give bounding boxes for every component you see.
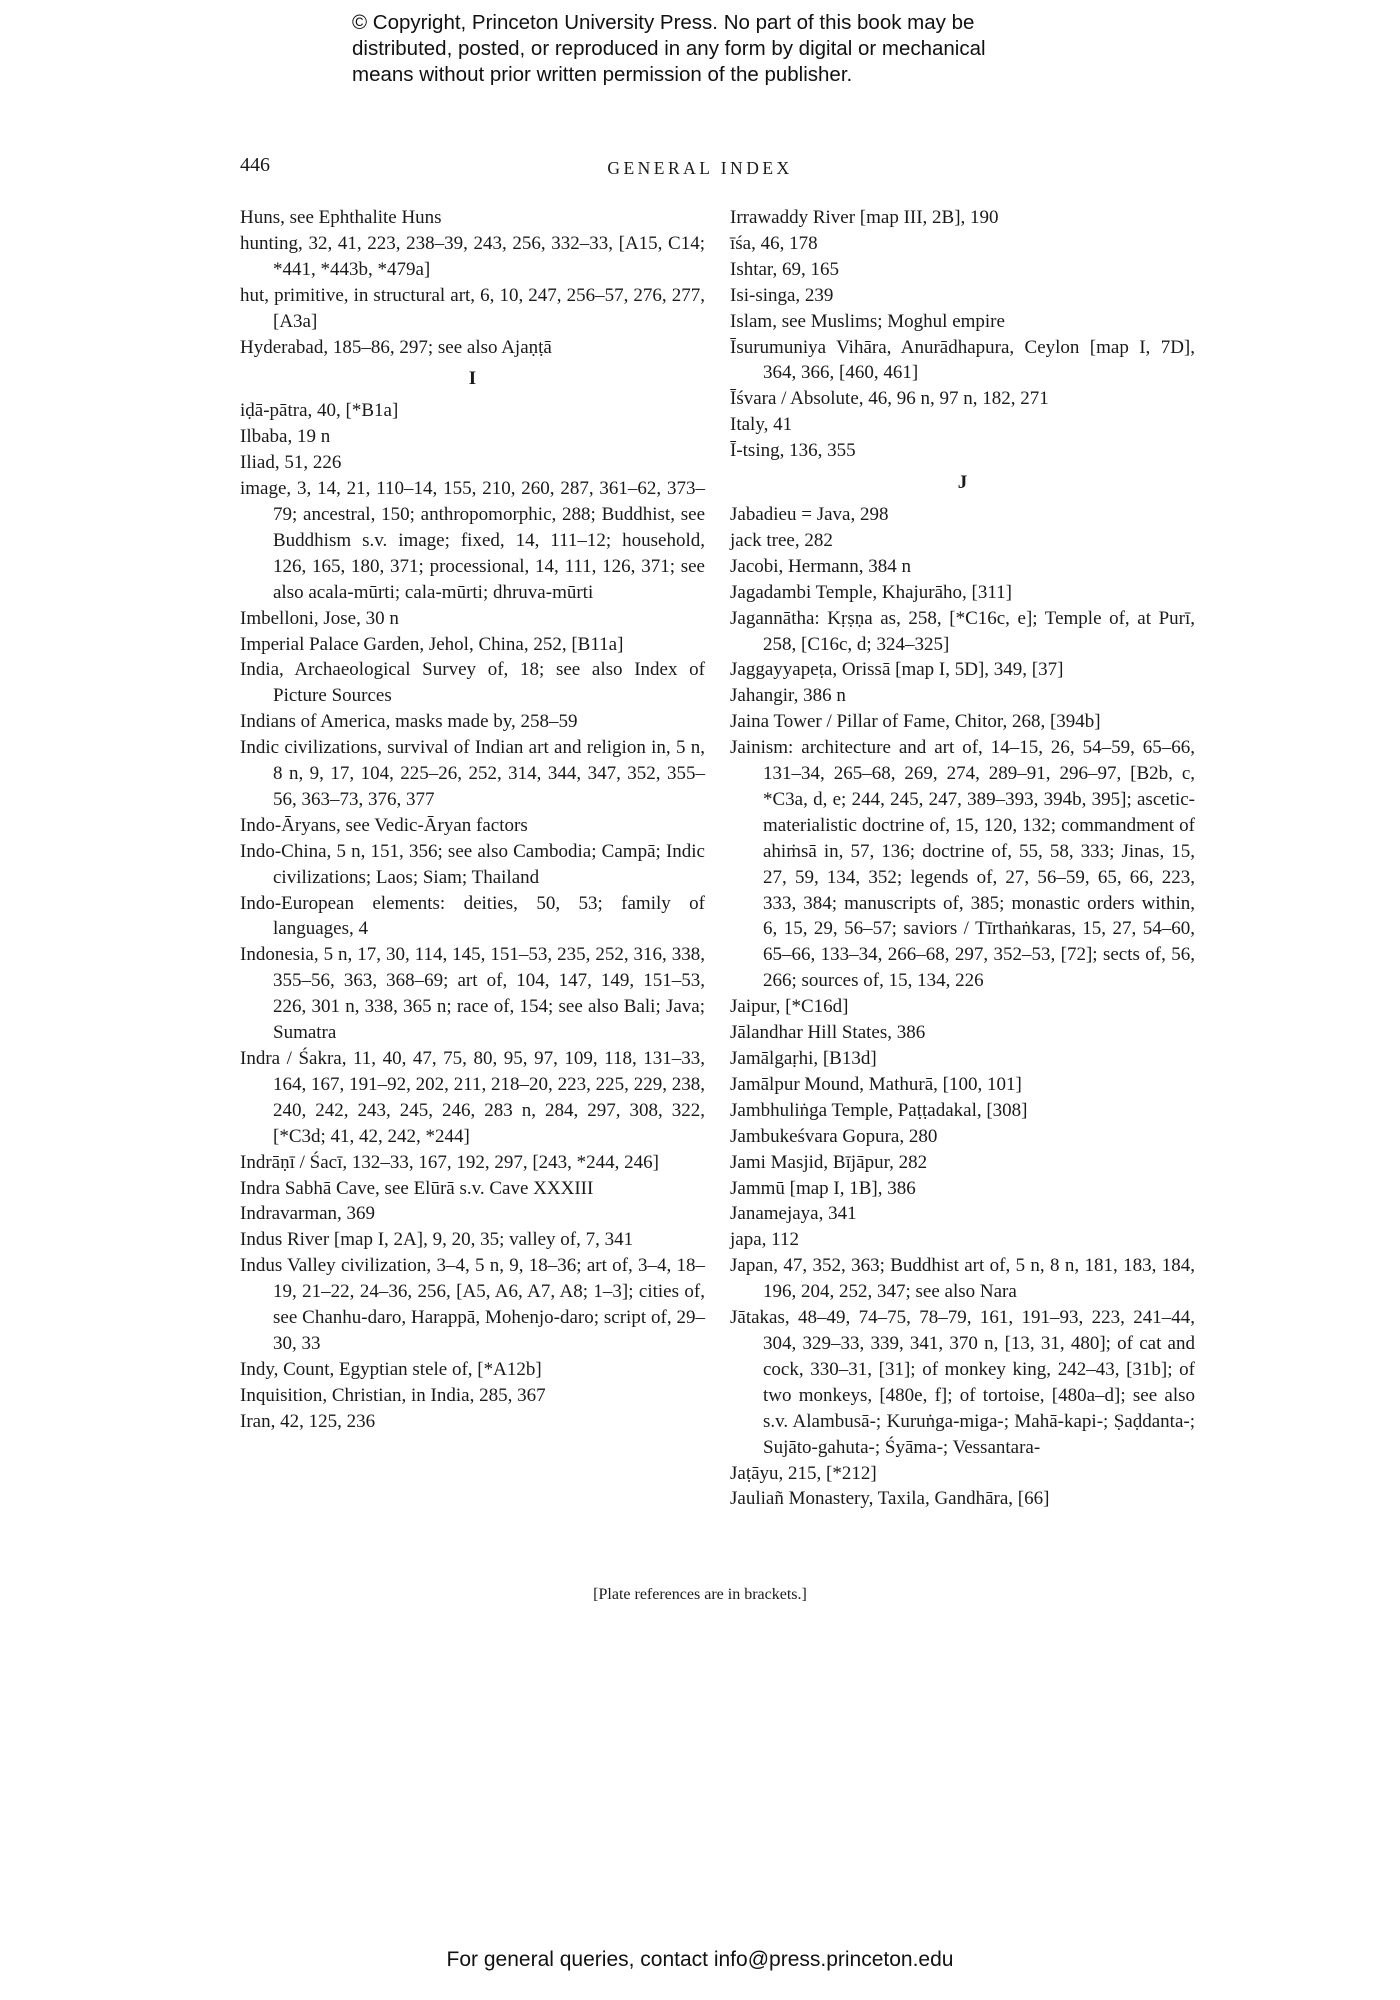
index-entry: Īśvara / Absolute, 46, 96 n, 97 n, 182, 271: [730, 388, 1049, 410]
copyright-line: © Copyright, Princeton University Press. No part of this book may be: [352, 11, 975, 34]
index-entry: Indo-European elements: deities, 50, 53; family of languages, 4: [240, 892, 705, 940]
index-entry: Jambhuliṅga Temple, Paṭṭadakal, [308]: [730, 1099, 1028, 1121]
index-entry: Indo-China, 5 n, 151, 356; see also Cambodia; Campā; Indic civilizations; Laos; Siam; Thailand: [240, 840, 705, 888]
plate-references-note: [Plate references are in brackets.]: [593, 1586, 807, 1603]
index-entry: Jainism: architecture and art of, 14–15, 26, 54–59, 65–66, 131–34, 265–68, 269, 274, 289–91, 296–97, [B2b, c, *C3a, d, e; 244, 245, 247, 389–393, 394b, 395]; ascetic-materialistic doctrine of, 15, 120, 132; commandment of ahiṁsā in, 57, 136; doctrine of, 55, 58, 333; Jinas, 15, 27, 59, 134, 352; legends of, 27, 56–59, 65, 66, 223, 333, 384; manuscripts of, 385; monastic orders within, 6, 15, 29, 56–57; saviors / Tīrthaṅkaras, 15, 27, 54–60, 65–66, 133–34, 266–68, 297, 352–53, [72]; sects of, 56, 266; sources of, 15, 134, 226: [730, 737, 1195, 992]
index-entry: hut, primitive, in structural art, 6, 10, 247, 256–57, 276, 277, [A3a]: [240, 284, 705, 332]
index-column-left: [240, 205, 705, 1435]
index-entry: iḍā-pātra, 40, [*B1a]: [240, 400, 399, 422]
index-entry: Hyderabad, 185–86, 297; see also Ajaṇṭā: [240, 336, 552, 358]
index-entry: Indra Sabhā Cave, see Elūrā s.v. Cave XXXIII: [240, 1177, 594, 1199]
index-entry: Indus Valley civilization, 3–4, 5 n, 9, 18–36; art of, 3–4, 18–19, 21–22, 24–36, 256, [A5, A6, A7, A8; 1–3]; cities of, see Chanhu-daro, Harappā, Mohenjo-daro; script of, 29–30, 33: [240, 1255, 705, 1354]
index-entry: Jaṭāyu, 215, [*212]: [730, 1462, 877, 1484]
index-entry: Indians of America, masks made by, 258–59: [240, 711, 578, 733]
section-letter: J: [957, 472, 968, 494]
index-entry: Jaggayyapeṭa, Orissā [map I, 5D], 349, [37]: [730, 659, 1064, 681]
index-entry: Irrawaddy River [map III, 2B], 190: [730, 207, 999, 228]
index-entry: īśa, 46, 178: [730, 232, 818, 254]
index-entry: Ilbaba, 19 n: [240, 426, 331, 448]
index-entry: Īsurumuniya Vihāra, Anurādhapura, Ceylon [map I, 7D], 364, 366, [460, 461]: [730, 336, 1195, 384]
index-entry: Indus River [map I, 2A], 9, 20, 35; valley of, 7, 341: [240, 1229, 634, 1251]
page-number: 446: [240, 154, 270, 176]
index-entry: Indy, Count, Egyptian stele of, [*A12b]: [240, 1358, 542, 1380]
copyright-line: distributed, posted, or reproduced in any form by digital or mechanical: [352, 37, 986, 60]
index-entry: Jahangir, 386 n: [730, 685, 846, 707]
index-entry: Jami Masjid, Bījāpur, 282: [730, 1151, 928, 1173]
index-entry: Jaipur, [*C16d]: [730, 996, 849, 1018]
index-entry: hunting, 32, 41, 223, 238–39, 243, 256, 332–33, [A15, C14; *441, *443b, *479a]: [240, 232, 705, 280]
index-entry: Jabadieu = Java, 298: [730, 503, 889, 525]
index-entry: Isi-singa, 239: [730, 284, 834, 306]
index-entry: image, 3, 14, 21, 110–14, 155, 210, 260, 287, 361–62, 373–79; ancestral, 150; anthropomorphic, 288; Buddhist, see Buddhism s.v. image; fixed, 14, 111–12; household, 126, 165, 180, 371; processional, 14, 111, 126, 371; see also acala-mūrti; cala-mūrti; dhruva-mūrti: [240, 478, 705, 603]
index-entry: japa, 112: [730, 1229, 799, 1251]
index-column-right: [730, 205, 1195, 1512]
index-entry: Jamālpur Mound, Mathurā, [100, 101]: [730, 1073, 1022, 1095]
index-entry: Ī-tsing, 136, 355: [730, 440, 856, 462]
index-entry: jack tree, 282: [730, 529, 833, 551]
index-entry: Indrāṇī / Śacī, 132–33, 167, 192, 297, [243, *244, 246]: [240, 1151, 660, 1173]
index-entry: Imperial Palace Garden, Jehol, China, 252, [B11a]: [240, 633, 624, 655]
index-entry: Jamālgaṛhi, [B13d]: [730, 1048, 877, 1069]
index-entry: Imbelloni, Jose, 30 n: [240, 607, 399, 629]
index-entry: Indonesia, 5 n, 17, 30, 114, 145, 151–53, 235, 252, 316, 338, 355–56, 363, 368–69; art of, 104, 147, 149, 151–53, 226, 301 n, 338, 365 n; race of, 154; see also Bali; Java; Sumatra: [240, 944, 705, 1044]
index-entry: Jagadambi Temple, Khajurāho, [311]: [730, 581, 1013, 603]
index-entry: Jacobi, Hermann, 384 n: [730, 555, 911, 577]
contact-footer: For general queries, contact info@press.princeton.edu: [446, 1948, 954, 1971]
index-entry: Jagannātha: Kṛṣṇa as, 258, [*C16c, e]; Temple of, at Purī, 258, [C16c, d; 324–325]: [730, 607, 1195, 655]
index-entry: Iliad, 51, 226: [240, 452, 342, 474]
section-letter: I: [468, 368, 477, 390]
index-entry: Jambukeśvara Gopura, 280: [730, 1125, 938, 1147]
copyright-line: means without prior written permission of the publisher.: [352, 63, 853, 86]
index-entry: Inquisition, Christian, in India, 285, 367: [240, 1384, 546, 1406]
index-entry: Janamejaya, 341: [730, 1203, 857, 1225]
index-entry: Huns, see Ephthalite Huns: [240, 207, 442, 228]
index-entry: Japan, 47, 352, 363; Buddhist art of, 5 n, 8 n, 181, 183, 184, 196, 204, 252, 347; see also Nara: [730, 1255, 1195, 1303]
index-entry: Jauliañ Monastery, Taxila, Gandhāra, [66]: [730, 1488, 1050, 1510]
index-entry: India, Archaeological Survey of, 18; see also Index of Picture Sources: [240, 659, 705, 707]
running-head: GENERAL INDEX: [607, 158, 793, 178]
index-entry: Indra / Śakra, 11, 40, 47, 75, 80, 95, 97, 109, 118, 131–33, 164, 167, 191–92, 202, 211, 218–20, 223, 225, 229, 238, 240, 242, 243, 245, 246, 283 n, 284, 297, 308, 322, [*C3d; 41, 42, 242, *244]: [240, 1048, 705, 1147]
index-entry: Italy, 41: [730, 414, 793, 436]
index-entry: Jālandhar Hill States, 386: [730, 1022, 926, 1044]
index-entry: Islam, see Muslims; Moghul empire: [730, 310, 1005, 332]
index-entry: Indic civilizations, survival of Indian art and religion in, 5 n, 8 n, 9, 17, 104, 225–26, 252, 314, 344, 347, 352, 355–56, 363–73, 376, 377: [240, 737, 705, 810]
index-entry: Jaina Tower / Pillar of Fame, Chitor, 268, [394b]: [730, 711, 1101, 733]
index-entry: Iran, 42, 125, 236: [240, 1410, 376, 1432]
index-entry: Jātakas, 48–49, 74–75, 78–79, 161, 191–93, 223, 241–44, 304, 329–33, 339, 341, 370 n, [13, 31, 480]; of cat and cock, 330–31, [31]; of monkey king, 242–43, [31b]; of two monkeys, [480e, f]; of tortoise, [480a–d]; see also s.v. Alambusā-; Kuruṅga-miga-; Mahā-kapi-; Ṣaḍdanta-; Sujāto-gahuta-; Śyāma-; Vessantara-: [730, 1307, 1195, 1458]
index-entry: Indravarman, 369: [240, 1203, 376, 1225]
copyright-notice: [352, 10, 1112, 88]
index-entry: Ishtar, 69, 165: [730, 258, 839, 280]
index-entry: Indo-Āryans, see Vedic-Āryan factors: [240, 814, 528, 836]
index-entry: Jammū [map I, 1B], 386: [730, 1177, 916, 1199]
